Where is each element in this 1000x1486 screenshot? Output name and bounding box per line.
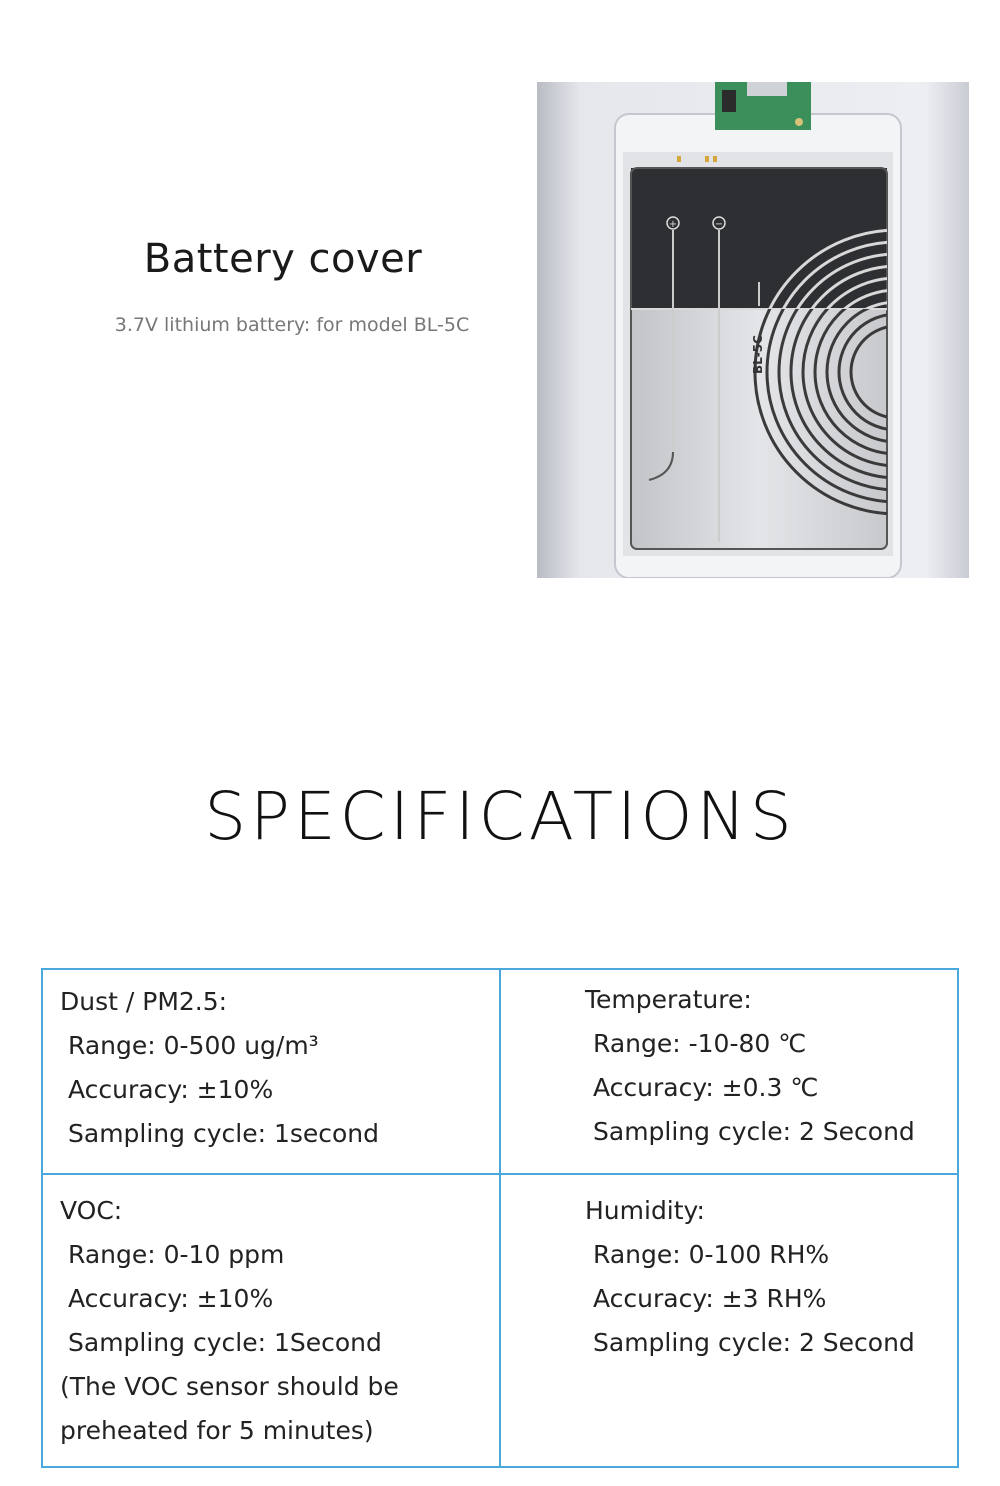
spec-cell-temperature: [500, 969, 958, 1174]
spec-range: Range: -10-80 ℃: [593, 1029, 807, 1058]
spec-sampling: Sampling cycle: 2 Second: [593, 1328, 915, 1357]
spec-range: Range: 0-500 ug/m³: [68, 1031, 319, 1060]
spec-heading: VOC:: [60, 1196, 123, 1225]
spec-sampling: Sampling cycle: 1second: [68, 1119, 380, 1148]
spec-cell-dust: [42, 969, 500, 1174]
spec-heading: Dust / PM2.5:: [60, 987, 228, 1016]
spec-heading: Temperature:: [585, 985, 752, 1014]
spec-sampling: Sampling cycle: 1Second: [68, 1328, 382, 1357]
battery-cover-subtitle: 3.7V lithium battery: for model BL-5C: [114, 314, 470, 336]
spec-cell-humidity: [500, 1174, 958, 1467]
battery-compartment-photo: [537, 82, 969, 578]
spec-accuracy: Accuracy: ±0.3 ℃: [593, 1073, 819, 1102]
spec-accuracy: Accuracy: ±10%: [68, 1284, 274, 1313]
battery-model-label: BL-5C: [751, 335, 765, 374]
specifications-heading: SPECIFICATIONS: [204, 778, 796, 855]
spec-accuracy: Accuracy: ±10%: [68, 1075, 274, 1104]
spec-sampling: Sampling cycle: 2 Second: [593, 1117, 915, 1146]
battery-cover-title: Battery cover: [143, 236, 423, 282]
spec-note: preheated for 5 minutes): [60, 1416, 374, 1445]
specifications-table: [41, 968, 959, 1468]
spec-cell-voc: [42, 1174, 500, 1467]
spec-range: Range: 0-100 RH%: [593, 1240, 830, 1269]
spec-heading: Humidity:: [585, 1196, 705, 1225]
spec-accuracy: Accuracy: ±3 RH%: [593, 1284, 827, 1313]
minus-terminal-icon: −: [714, 219, 724, 230]
spec-note: (The VOC sensor should be: [60, 1372, 399, 1401]
spec-range: Range: 0-10 ppm: [68, 1240, 285, 1269]
plus-terminal-icon: +: [668, 219, 678, 230]
